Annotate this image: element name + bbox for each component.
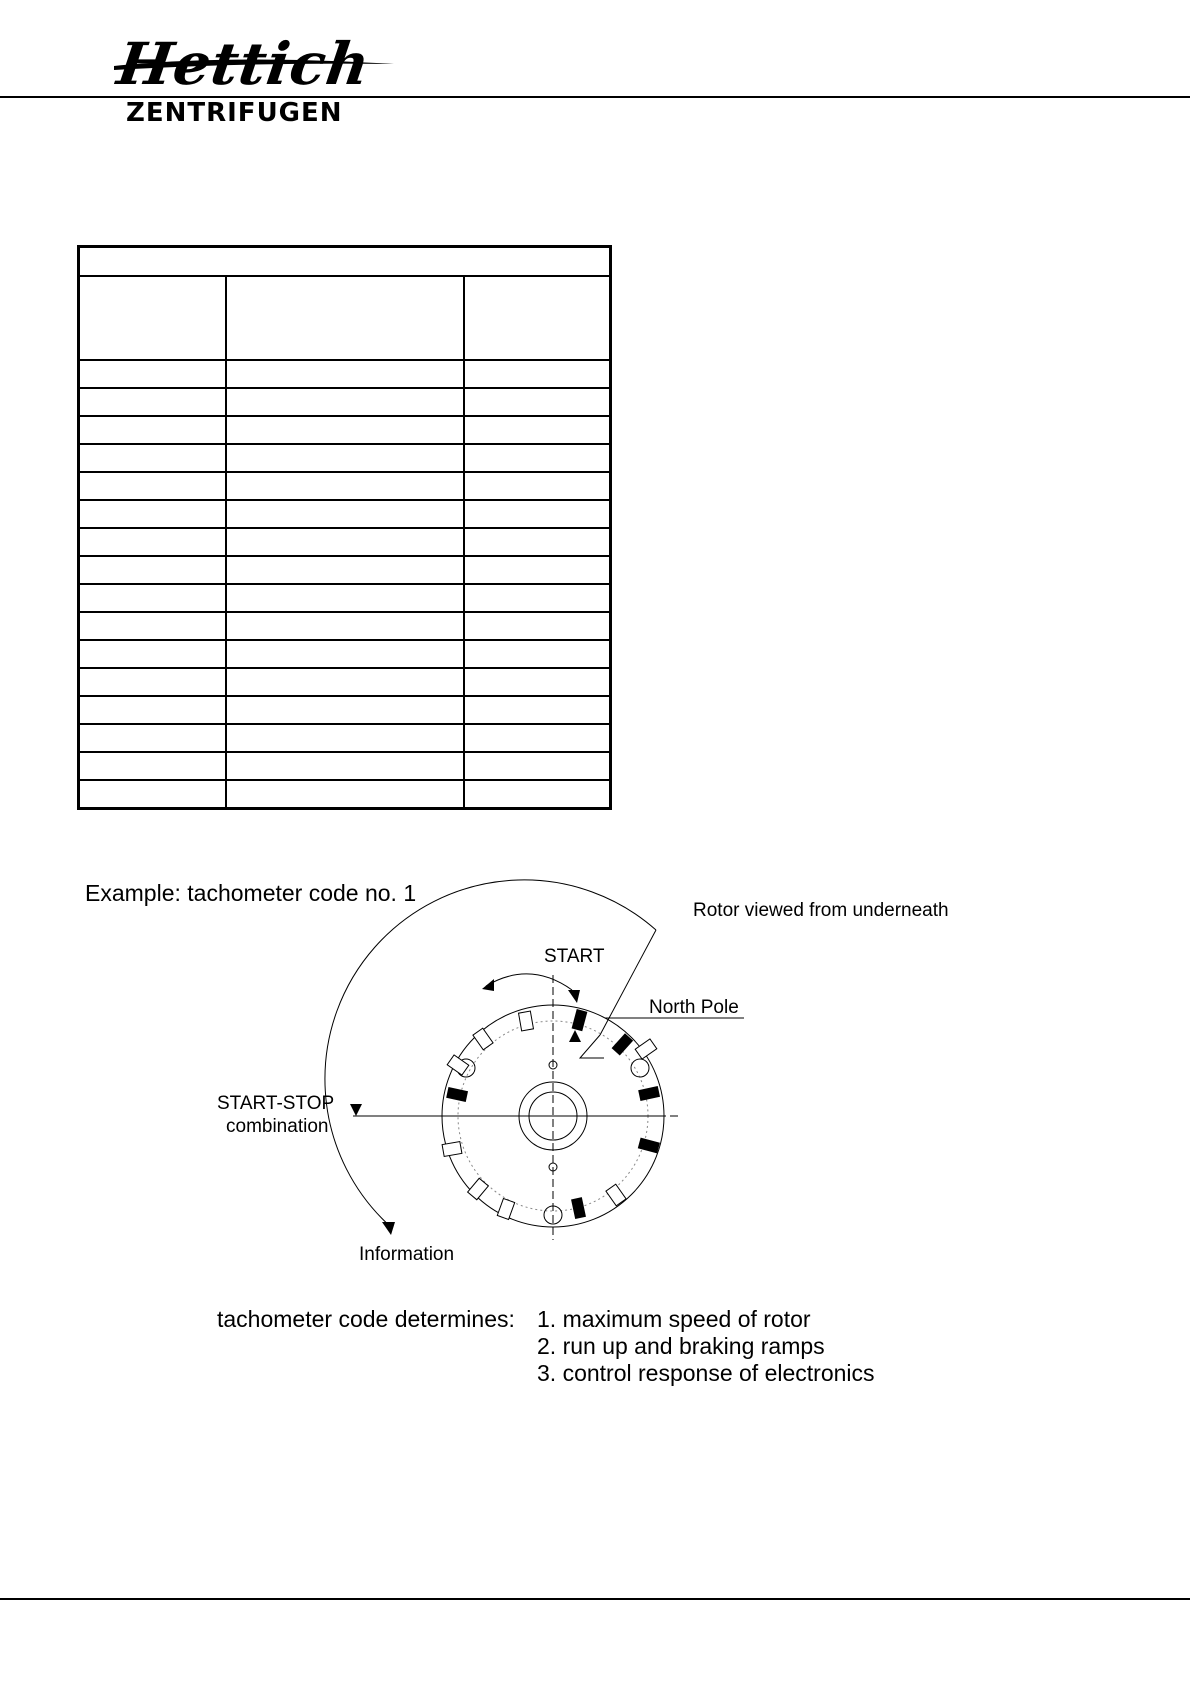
label-north-pole: North Pole	[649, 997, 739, 1018]
arrow-information-icon	[382, 1222, 395, 1235]
list-item: 3. control response of electronics	[537, 1360, 875, 1386]
arrow-startstop-down-icon	[350, 1104, 362, 1116]
arrow-start-left-icon	[482, 979, 494, 991]
footer-rule	[0, 1598, 1190, 1600]
magnet	[638, 1086, 660, 1101]
magnet	[572, 1009, 588, 1031]
list-item: 2. run up and braking ramps	[537, 1333, 825, 1359]
rotor-mount-right	[631, 1059, 649, 1077]
magnet	[571, 1197, 586, 1219]
determines-list	[537, 1306, 875, 1387]
label-combination: combination	[226, 1116, 329, 1137]
outer-rotation-arc	[325, 880, 656, 1228]
north-pole-bend	[580, 1035, 604, 1058]
label-start-stop: START-STOP	[217, 1093, 335, 1114]
logo-brand-text: Hettich	[113, 30, 375, 98]
magnet	[446, 1087, 468, 1102]
arrow-north-up-icon	[569, 1030, 581, 1042]
example-title: Example: tachometer code no. 1	[85, 880, 417, 906]
arrow-start-down-icon	[568, 990, 580, 1003]
determines-lead: tachometer code determines:	[217, 1306, 515, 1332]
start-arc	[486, 974, 572, 990]
label-rotor-view: Rotor viewed from underneath	[693, 900, 949, 921]
logo-subtitle: ZENTRIFUGEN	[126, 98, 343, 128]
list-item: 1. maximum speed of rotor	[537, 1306, 811, 1332]
label-start: START	[544, 946, 605, 967]
label-information: Information	[359, 1244, 455, 1265]
